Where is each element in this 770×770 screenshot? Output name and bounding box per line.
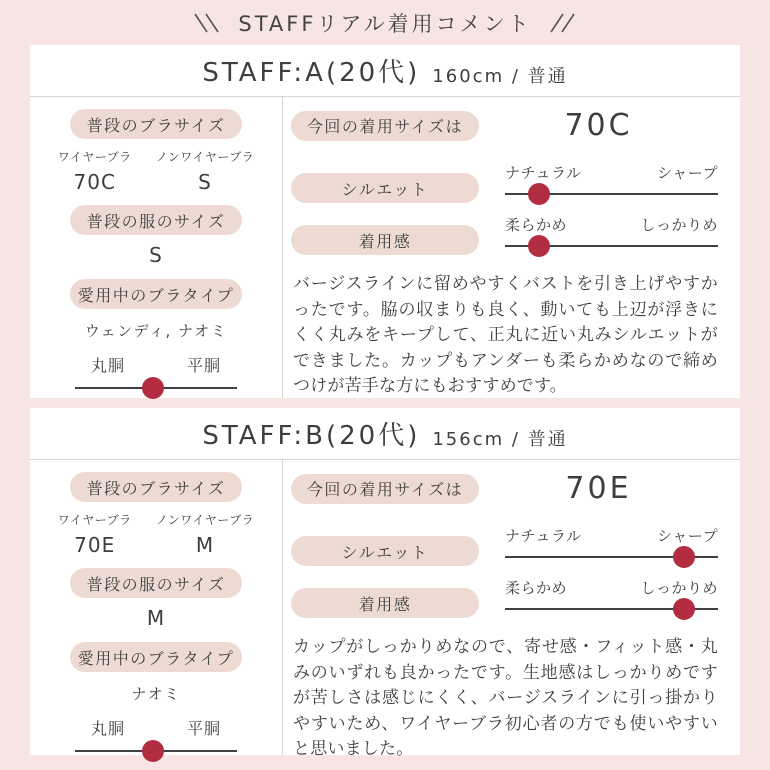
staff-b-comment: カップがしっかりめなので、寄せ感・フィット感・丸みのいずれも良かったです。生地感はしっかりめですが苦しさは感じにくく、バージスラインに引っ掛かりやすいため、ワイヤーブラ初心者の方でも使いやすいと思いました。 xyxy=(293,637,718,759)
slider-track xyxy=(75,750,237,752)
wearing-size-label: 今回の着用サイズは xyxy=(291,111,479,141)
fit-label: 着用感 xyxy=(291,225,479,255)
wire-bra-label: ワイヤーブラ xyxy=(57,513,132,527)
bra-type-value: ナオミ xyxy=(131,685,181,703)
clothes-size-value: M xyxy=(146,606,166,630)
slider-dot xyxy=(673,546,695,568)
bra-size-values xyxy=(58,148,255,194)
silhouette-label: シルエット xyxy=(291,173,479,203)
slider-track xyxy=(75,387,237,389)
wire-bra-size-value: 70C xyxy=(73,170,116,194)
usual-clothes-size-label: 普段の服のサイズ xyxy=(70,568,242,598)
slider-track xyxy=(505,556,718,558)
section-header xyxy=(30,0,740,45)
slider-track xyxy=(505,608,718,610)
favorite-bra-type-label: 愛用中のブラタイプ xyxy=(70,642,242,672)
staff-a-comment: バージスラインに留めやすくバストを引き上げやすかったです。脇の収まりも良く、動いても上辺が浮きにくく丸みをキープして、正丸に近い丸みシルエットができました。カップもアンダーも柔らかめなので締めつけが苦手な方にもおすすめです。 xyxy=(293,274,718,396)
silhouette-slider xyxy=(505,525,718,558)
staff-a-profile: 160cm / 普通 xyxy=(432,65,568,87)
usual-bra-size-label: 普段のブラサイズ xyxy=(70,472,242,502)
staff-b-section xyxy=(30,408,740,759)
slider-dot xyxy=(528,235,550,257)
slider-dot xyxy=(673,598,695,620)
double-slash-icon xyxy=(548,11,578,35)
fit-label: 着用感 xyxy=(291,588,479,618)
body-flat-label: 平胴 xyxy=(186,719,221,738)
non-wire-bra-size-value: M xyxy=(195,533,215,557)
bra-type-value: ウェンディ, ナオミ xyxy=(84,322,228,340)
silhouette-right-label: シャープ xyxy=(657,164,718,182)
double-backslash-icon xyxy=(192,11,222,35)
silhouette-left-label: ナチュラル xyxy=(505,527,582,545)
body-round-label: 丸胴 xyxy=(91,356,126,375)
wearing-size-value: 70C xyxy=(564,108,633,143)
fit-slider xyxy=(505,577,718,610)
slider-dot xyxy=(142,377,164,399)
wearing-size-label: 今回の着用サイズは xyxy=(291,474,479,504)
bra-size-values xyxy=(58,511,255,557)
non-wire-bra-size-value: S xyxy=(198,170,212,194)
staff-a-title xyxy=(30,45,740,97)
wire-bra-label: ワイヤーブラ xyxy=(57,150,132,164)
staff-b-review-column xyxy=(283,460,740,759)
body-shape-slider xyxy=(75,716,237,752)
fit-right-label: しっかりめ xyxy=(640,216,718,234)
silhouette-right-label: シャープ xyxy=(657,527,718,545)
silhouette-label: シルエット xyxy=(291,536,479,566)
usual-bra-size-label: 普段のブラサイズ xyxy=(70,109,242,139)
staff-b-profile: 156cm / 普通 xyxy=(432,428,568,450)
fit-left-label: 柔らかめ xyxy=(505,216,568,234)
wire-bra-size-value: 70E xyxy=(74,533,116,557)
staff-b-title xyxy=(30,408,740,460)
fit-slider xyxy=(505,214,718,247)
silhouette-slider xyxy=(505,162,718,195)
staff-a-profile-column xyxy=(30,97,283,398)
slider-dot xyxy=(142,740,164,762)
fit-left-label: 柔らかめ xyxy=(505,579,568,597)
fit-right-label: しっかりめ xyxy=(640,579,718,597)
body-shape-slider xyxy=(75,353,237,389)
slider-dot xyxy=(528,183,550,205)
non-wire-bra-label: ノンワイヤーブラ xyxy=(155,513,255,527)
slider-track xyxy=(505,193,718,195)
staff-b-profile-column xyxy=(30,460,283,755)
slider-track xyxy=(505,245,718,247)
body-flat-label: 平胴 xyxy=(186,356,221,375)
usual-clothes-size-label: 普段の服のサイズ xyxy=(70,205,242,235)
staff-a-name: STAFF:A(20代) xyxy=(202,58,421,88)
non-wire-bra-label: ノンワイヤーブラ xyxy=(155,150,255,164)
clothes-size-value: S xyxy=(149,243,163,267)
body-round-label: 丸胴 xyxy=(91,719,126,738)
staff-a-review-column xyxy=(283,97,740,398)
staff-b-name: STAFF:B(20代) xyxy=(202,421,421,451)
staff-a-section xyxy=(30,45,740,398)
page-title: STAFFリアル着用コメント xyxy=(238,11,532,36)
silhouette-left-label: ナチュラル xyxy=(505,164,582,182)
wearing-size-value: 70E xyxy=(565,471,632,506)
favorite-bra-type-label: 愛用中のブラタイプ xyxy=(70,279,242,309)
